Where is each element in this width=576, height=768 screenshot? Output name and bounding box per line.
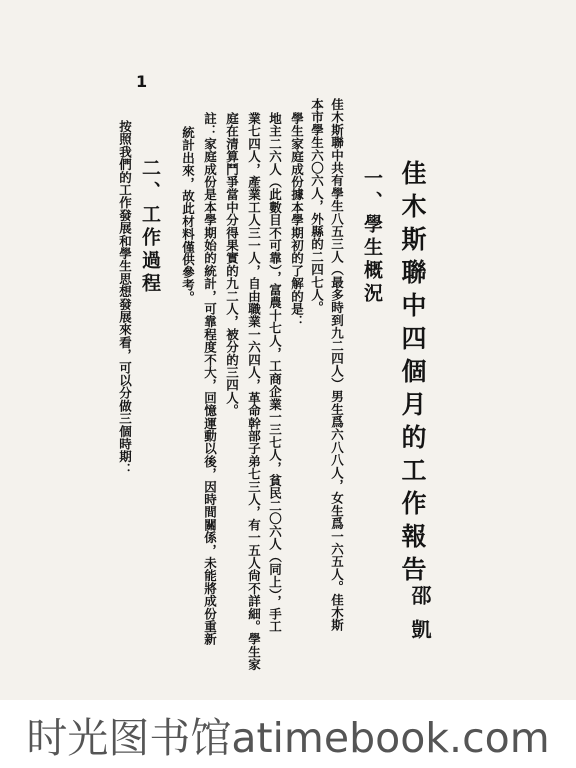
body-text-column: 地主二六人（此數目不可靠），富農十七人，工商企業一三七人，貧民二〇六人（同上），手工	[267, 112, 283, 633]
body-text-column: 業七四人，產業工人三一人，自由職業一六四人，革命幹部子弟七三人，有一五人尙不詳細。學生家	[246, 112, 262, 671]
footnote-text-column: 註：家庭成份是本學期始的統計，可靠程度不大，回憶運動以後，因時間關係，未能將成份重新	[202, 112, 218, 646]
body-text-column: 學生家庭成份據本學期初的了解的是：	[289, 112, 305, 328]
author-name: 邵凱	[408, 585, 432, 653]
section-heading-student-overview: 一、學生概況	[361, 168, 383, 306]
watermark-banner: 时光图书馆atimebook.com	[0, 700, 576, 768]
footnote-text-column: 統計出來，故此材料僅供參考。	[180, 126, 196, 304]
page-number: 1	[136, 72, 148, 91]
body-text-column: 按照我們的工作發展和學生思想發展來看，可以分做三個時期：	[117, 120, 133, 476]
body-text-column: 本市學生六〇六人，外縣的二四七人。	[309, 98, 325, 314]
section-heading-work-process: 二、工作過程	[139, 158, 161, 296]
body-text-column: 庭在清算鬥爭當中分得果實的九二人，被分的三四人。	[224, 112, 240, 417]
document-title: 佳木斯聯中四個月的工作報告	[398, 160, 427, 589]
body-text-column: 佳木斯聯中共有學生八五三人（最多時到九二四人）男生爲六八八人，女生爲一六五人。佳木斯	[329, 98, 345, 632]
